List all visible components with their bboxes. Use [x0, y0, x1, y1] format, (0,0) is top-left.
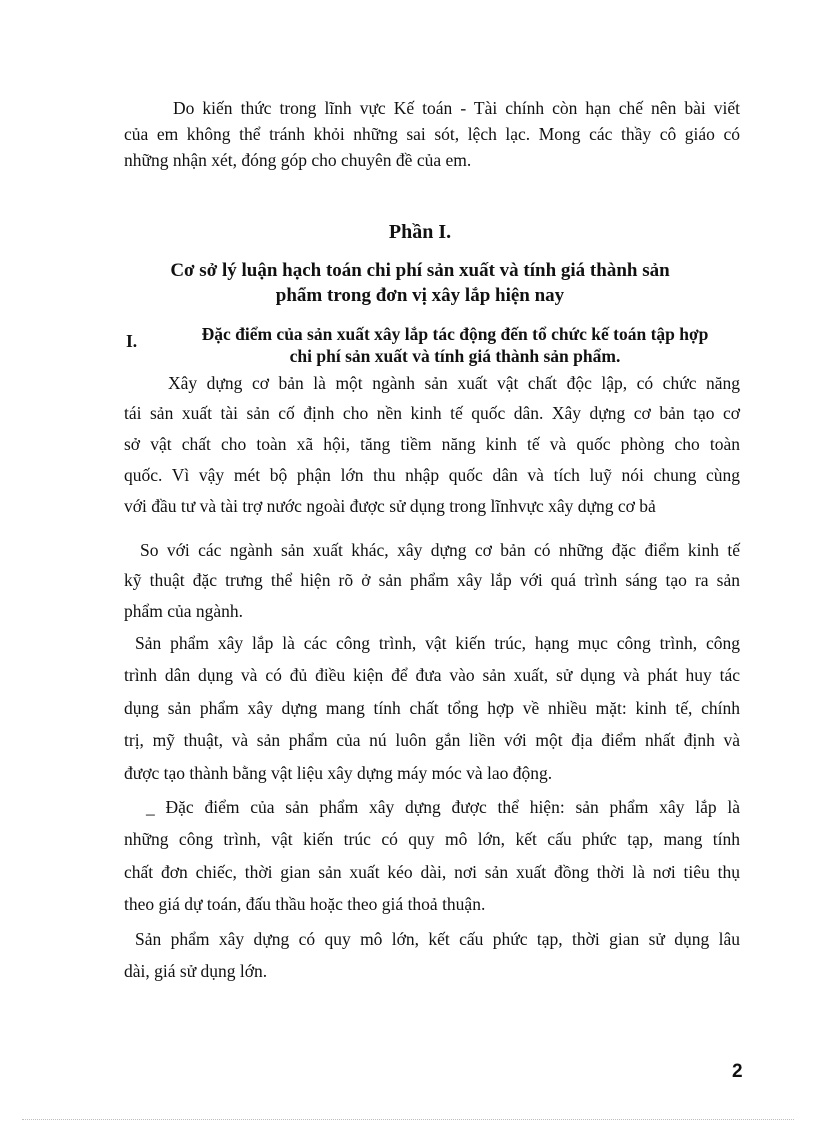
paragraph-line: được tạo thành bằng vật liệu xây dựng máy móc và lao động. — [124, 763, 553, 783]
paragraph-line: dụng sản phẩm xây dựng mang tính chất tổng hợp về nhiều mặt: kinh tế, chính — [124, 698, 740, 718]
paragraph-line: sở vật chất cho toàn xã hội, tăng tiềm năng kinh tế và quốc phòng cho toàn — [124, 434, 740, 454]
part-label: Phần I. — [388, 221, 452, 243]
paragraph-line: tái sản xuất tài sản cố định cho nền kinh tế quốc dân. Xây dựng cơ bản tạo cơ — [124, 403, 740, 423]
paragraph-line: trình dân dụng và có đủ điều kiện để đưa vào sản xuất, sử dụng và phát huy tác — [124, 665, 740, 685]
paragraph-line: những công trình, vật kiến trúc có quy mô lớn, kết cấu phức tạp, mang tính — [124, 829, 740, 849]
paragraph-line: với đầu tư và tài trợ nước ngoài được sử dụng trong lĩnhvực xây dựng cơ bả — [124, 496, 656, 516]
section-number: I. — [126, 331, 138, 351]
paragraph-line: _ Đặc điểm của sản phẩm xây dựng được thể hiện: sản phẩm xây lắp là — [146, 797, 740, 817]
paragraph-line: Xây dựng cơ bản là một ngành sản xuất vật chất độc lập, có chức năng — [168, 373, 740, 393]
section-heading-line: Đặc điểm của sản xuất xây lắp tác động đến tổ chức kế toán tập hợp — [201, 324, 709, 344]
page-bottom-rule — [22, 1119, 794, 1120]
paragraph-line: phẩm của ngành. — [124, 601, 244, 621]
paragraph-line: kỹ thuật đặc trưng thể hiện rõ ở sản phẩm xây lắp với quá trình sáng tạo ra sản — [124, 570, 740, 590]
intro-line: những nhận xét, đóng góp cho chuyên đề của em. — [124, 150, 472, 170]
paragraph-line: trị, mỹ thuật, và sản phẩm của nú luôn gắn liền với một địa điểm nhất định và — [124, 730, 740, 750]
page-number: 2 — [732, 1061, 743, 1082]
paragraph-line: Sản phẩm xây dựng có quy mô lớn, kết cấu phức tạp, thời gian sử dụng lâu — [135, 929, 740, 949]
paragraph-line: chất đơn chiếc, thời gian sản xuất kéo dài, nơi sản xuất đồng thời là nơi tiêu thụ — [124, 862, 740, 882]
part-title-line: phẩm trong đơn vị xây lắp hiện nay — [275, 285, 565, 306]
paragraph-line: Sản phẩm xây lắp là các công trình, vật kiến trúc, hạng mục công trình, công — [135, 633, 740, 653]
paragraph-line: So với các ngành sản xuất khác, xây dựng cơ bản có những đặc điểm kinh tế — [140, 540, 740, 560]
paragraph-line: dài, giá sử dụng lớn. — [124, 961, 268, 981]
intro-line: Do kiến thức trong lĩnh vực Kế toán - Tài chính còn hạn chế nên bài viết — [173, 98, 740, 118]
paragraph-line: quốc. Vì vậy mét bộ phận lớn thu nhập quốc dân và tích luỹ nói chung cùng — [124, 465, 740, 485]
part-title-line: Cơ sở lý luận hạch toán chi phí sản xuất và tính giá thành sản — [170, 260, 670, 281]
intro-line: của em không thể tránh khỏi những sai sót, lệch lạc. Mong các thầy cô giáo có — [124, 124, 740, 144]
paragraph-line: theo giá dự toán, đấu thầu hoặc theo giá thoả thuận. — [124, 894, 486, 914]
section-heading-line: chi phí sản xuất và tính giá thành sản phẩm. — [289, 346, 621, 366]
